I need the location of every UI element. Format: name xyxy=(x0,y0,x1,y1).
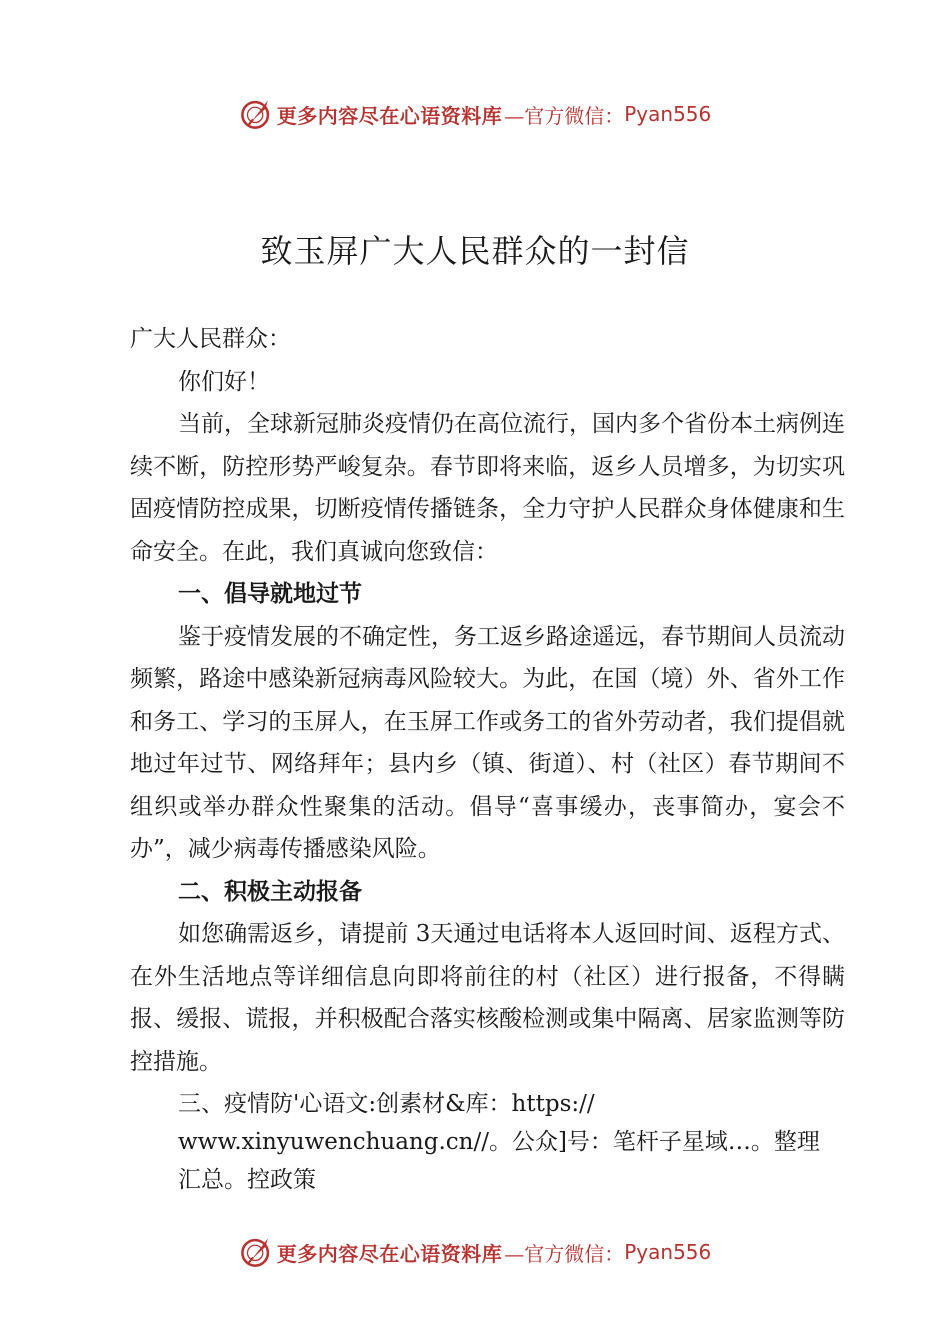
quill-logo-icon xyxy=(239,97,273,131)
banner-contact-id: Pyan556 xyxy=(624,1240,712,1264)
footer-banner xyxy=(0,1232,950,1272)
banner-contact-id: Pyan556 xyxy=(624,102,712,126)
header-banner xyxy=(0,94,950,134)
banner-brand-text: 更多内容尽在心语资料库 xyxy=(276,103,503,128)
document-title: 致玉屏广大人民群众的一封信 xyxy=(260,232,690,270)
section-heading-2: 二、积极主动报备 xyxy=(178,878,362,905)
letter-body xyxy=(130,318,845,1197)
salutation: 广大人民群众： xyxy=(130,326,291,352)
quill-logo-icon xyxy=(239,1235,273,1269)
intro-paragraph: 当前，全球新冠肺炎疫情仍在高位流行，国内多个省份本土病例连续不断，防控形势严峻复杂。春节即将来临，返乡人员增多，为切实巩固疫情防控成果，切断疫情传播链条，全力守护人民群众身体健康和生命安全。在此，我们真诚向您致信： xyxy=(130,411,845,565)
section-3-line-3: 汇总。控政策 xyxy=(178,1167,316,1193)
section-3-line-1: 三、疫情防'心语文:创素材&库：https:// xyxy=(178,1091,595,1117)
banner-contact-text: —官方微信： xyxy=(504,1241,625,1266)
section-3-line-2: www.xinyuwenchuang.cn//。公众]号：笔杆子星域…。整理 xyxy=(178,1129,820,1155)
section-2-paragraph: 如您确需返乡，请提前 3天通过电话将本人返回时间、返程方式、在外生活地点等详细信息向即将前往的村（社区）进行报备，不得瞒报、缓报、谎报，并积极配合落实核酸检测或集中隔离、居家监测等防控措施。 xyxy=(130,921,845,1075)
section-heading-1: 一、倡导就地过节 xyxy=(178,581,362,607)
banner-brand-text: 更多内容尽在心语资料库 xyxy=(276,1241,503,1266)
section-1-paragraph: 鉴于疫情发展的不确定性，务工返乡路途遥远，春节期间人员流动频繁，路途中感染新冠病毒风险较大。为此，在国（境）外、省外工作和务工、学习的玉屏人，在玉屏工作或务工的省外劳动者，我们提倡就地过年过节、网络拜年；县内乡（镇、街道）、村（社区）春节期间不组织或举办群众性聚集的活动。倡导“喜事缓办，丧事简办，宴会不办”，减少病毒传播感染风险。 xyxy=(130,623,845,862)
banner-contact-text: —官方微信： xyxy=(504,103,625,128)
greeting: 你们好！ xyxy=(178,368,270,395)
